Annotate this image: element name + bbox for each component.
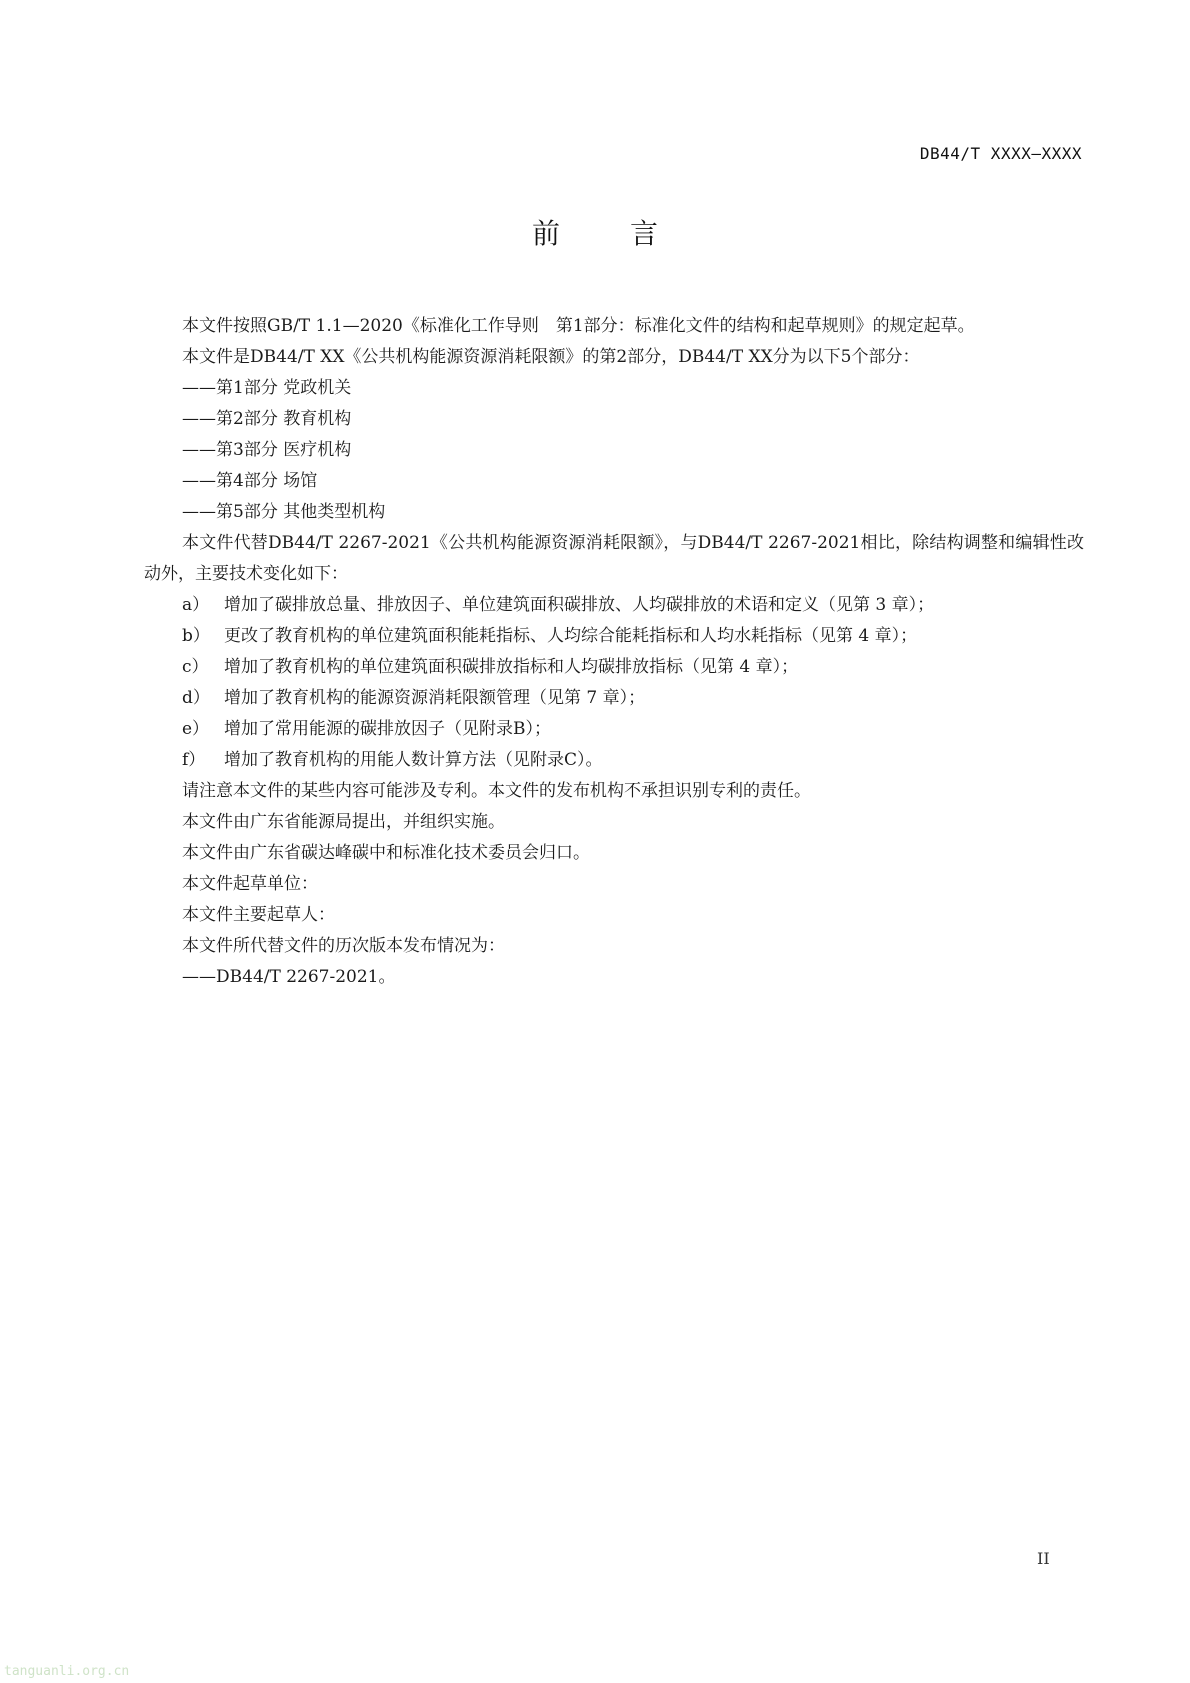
change-item (144, 652, 1084, 683)
change-text: 更改了教育机构的单位建筑面积能耗指标、人均综合能耗指标和人均水耗指标（见第 4 章）； (224, 626, 918, 646)
list-item-part: ——第4部分 场馆 (182, 471, 318, 491)
title-char-2: 言 (630, 217, 659, 250)
change-item (144, 683, 1084, 714)
page-number: II (1037, 1549, 1050, 1568)
change-marker: c） (182, 657, 209, 677)
list-item-part: ——第2部分 教育机构 (182, 409, 352, 429)
paragraph-replaces: 本文件代替DB44/T 2267-2021《公共机构能源资源消耗限额》，与DB44/T 2267-2021相比，除结构调整和编辑性改动外，主要技术变化如下： (144, 533, 1084, 584)
watermark: tanguanli.org.cn (4, 1664, 130, 1679)
foreword-body (144, 311, 1084, 993)
change-item (144, 714, 1084, 745)
paragraph-part-of-series: 本文件是DB44/T XX《公共机构能源资源消耗限额》的第2部分，DB44/T XX分为以下5个部分： (182, 347, 920, 367)
list-item-part: ——第1部分 党政机关 (182, 378, 352, 398)
drafting-units: 本文件起草单位： (182, 874, 318, 894)
change-marker: d） (182, 688, 210, 708)
proposed-by: 本文件由广东省能源局提出，并组织实施。 (182, 812, 505, 832)
change-text: 增加了教育机构的能源资源消耗限额管理（见第 7 章）； (224, 688, 646, 708)
change-item (144, 590, 1084, 621)
change-marker: f） (182, 750, 206, 770)
change-text: 增加了教育机构的单位建筑面积碳排放指标和人均碳排放指标（见第 4 章）； (224, 657, 799, 677)
document-code: DB44/T XXXX—XXXX (919, 144, 1082, 163)
page-title (0, 212, 1190, 252)
list-item-part: ——第5部分 其他类型机构 (182, 502, 386, 522)
paragraph-drafting-basis: 本文件按照GB/T 1.1—2020《标准化工作导则 第1部分：标准化文件的结构和起草规则》的规定起草。 (182, 316, 975, 336)
change-marker: a） (182, 595, 210, 615)
change-text: 增加了常用能源的碳排放因子（见附录B）； (224, 719, 551, 739)
change-marker: e） (182, 719, 210, 739)
change-item (144, 621, 1084, 652)
list-item-part: ——第3部分 医疗机构 (182, 440, 352, 460)
change-text: 增加了教育机构的用能人数计算方法（见附录C）。 (224, 750, 603, 770)
main-drafters: 本文件主要起草人： (182, 905, 335, 925)
centralized-by: 本文件由广东省碳达峰碳中和标准化技术委员会归口。 (182, 843, 590, 863)
history-item: ——DB44/T 2267-2021。 (182, 967, 396, 987)
title-char-1: 前 (531, 217, 560, 250)
change-text: 增加了碳排放总量、排放因子、单位建筑面积碳排放、人均碳排放的术语和定义（见第 3 章）； (224, 595, 935, 615)
change-item (144, 745, 1084, 776)
patent-notice: 请注意本文件的某些内容可能涉及专利。本文件的发布机构不承担识别专利的责任。 (182, 781, 811, 801)
change-marker: b） (182, 626, 210, 646)
history-intro: 本文件所代替文件的历次版本发布情况为： (182, 936, 505, 956)
